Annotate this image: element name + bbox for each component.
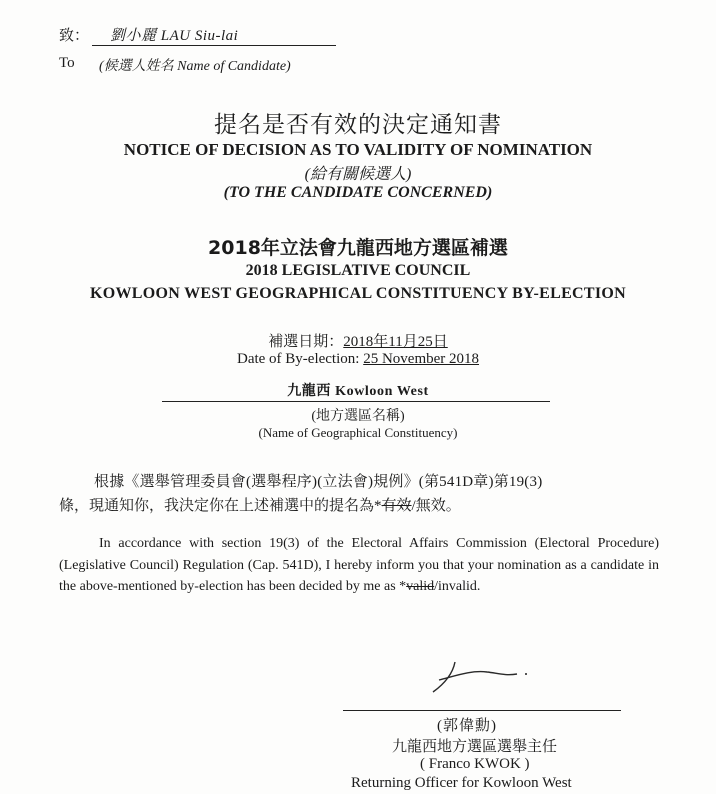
date-label-zh: 補選日期： bbox=[268, 334, 344, 350]
constituency-line bbox=[162, 401, 550, 402]
body-en-paragraph bbox=[59, 533, 659, 598]
officer-name-zh: (郭偉勳) bbox=[437, 718, 497, 734]
officer-title-zh: 九龍西地方選區選舉主任 bbox=[392, 739, 558, 755]
election-title-en-2: KOWLOON WEST GEOGRAPHICAL CONSTITUENCY BY-ELECTION bbox=[89, 285, 626, 302]
notice-title-en: NOTICE OF DECISION AS TO VALIDITY OF NOMINATION bbox=[123, 140, 593, 159]
candidate-name: 劉小麗 LAU Siu-lai bbox=[110, 28, 239, 44]
body-en-text: In accordance with section 19(3) of the Electoral Affairs Commission (Electoral Procedure) (Legislative Council) Regulation (Cap. 541D), I hereby inform you that your nomination as a candidate in the above-mentioned by-election has been decided by me as * bbox=[59, 536, 659, 594]
signature-line bbox=[343, 710, 621, 711]
notice-title-zh: 提名是否有效的決定通知書 bbox=[214, 112, 502, 138]
election-title-zh: 2018年立法會九龍西地方選區補選 bbox=[208, 237, 508, 259]
election-date-zh bbox=[0, 330, 716, 351]
election-date-en bbox=[0, 351, 716, 368]
body-zh-line-1: 根據《選舉管理委員會(選舉程序)(立法會)規例》(第541D章)第19(3) bbox=[94, 474, 543, 490]
date-value-en: 25 November 2018 bbox=[363, 351, 480, 367]
body-zh-line-2-a: 條，現通知你，我決定你在上述補選中的提名為* bbox=[59, 498, 382, 514]
to-label-en: To bbox=[59, 55, 75, 71]
constituency-caption-en: (Name of Geographical Constituency) bbox=[258, 425, 458, 440]
notice-subtitle-zh: (給有關候選人) bbox=[304, 166, 412, 183]
body-zh-struck-valid: 有效 bbox=[381, 498, 412, 514]
notice-subtitle-en: (TO THE CANDIDATE CONCERNED) bbox=[223, 184, 493, 201]
officer-name-en: ( Franco KWOK ) bbox=[420, 756, 530, 772]
to-label-zh: 致： bbox=[59, 28, 90, 44]
date-value-zh: 2018年11月25日 bbox=[343, 334, 448, 350]
body-zh-line-2 bbox=[59, 494, 461, 515]
candidate-name-line bbox=[92, 45, 336, 46]
body-en-struck-valid: valid bbox=[406, 579, 435, 594]
candidate-caption: (候選人姓名 Name of Candidate) bbox=[99, 59, 291, 74]
constituency-caption-zh: (地方選區名稱) bbox=[311, 409, 405, 424]
constituency-name: 九龍西 Kowloon West bbox=[287, 384, 429, 399]
election-title-en-1: 2018 LEGISLATIVE COUNCIL bbox=[245, 262, 471, 279]
date-label-en: Date of By-election: bbox=[236, 351, 364, 367]
body-en-tail: /invalid. bbox=[434, 579, 481, 594]
signature-mark bbox=[425, 652, 545, 702]
officer-title-en: Returning Officer for Kowloon West bbox=[351, 775, 572, 791]
body-zh-line-2-b: /無效。 bbox=[411, 498, 461, 514]
